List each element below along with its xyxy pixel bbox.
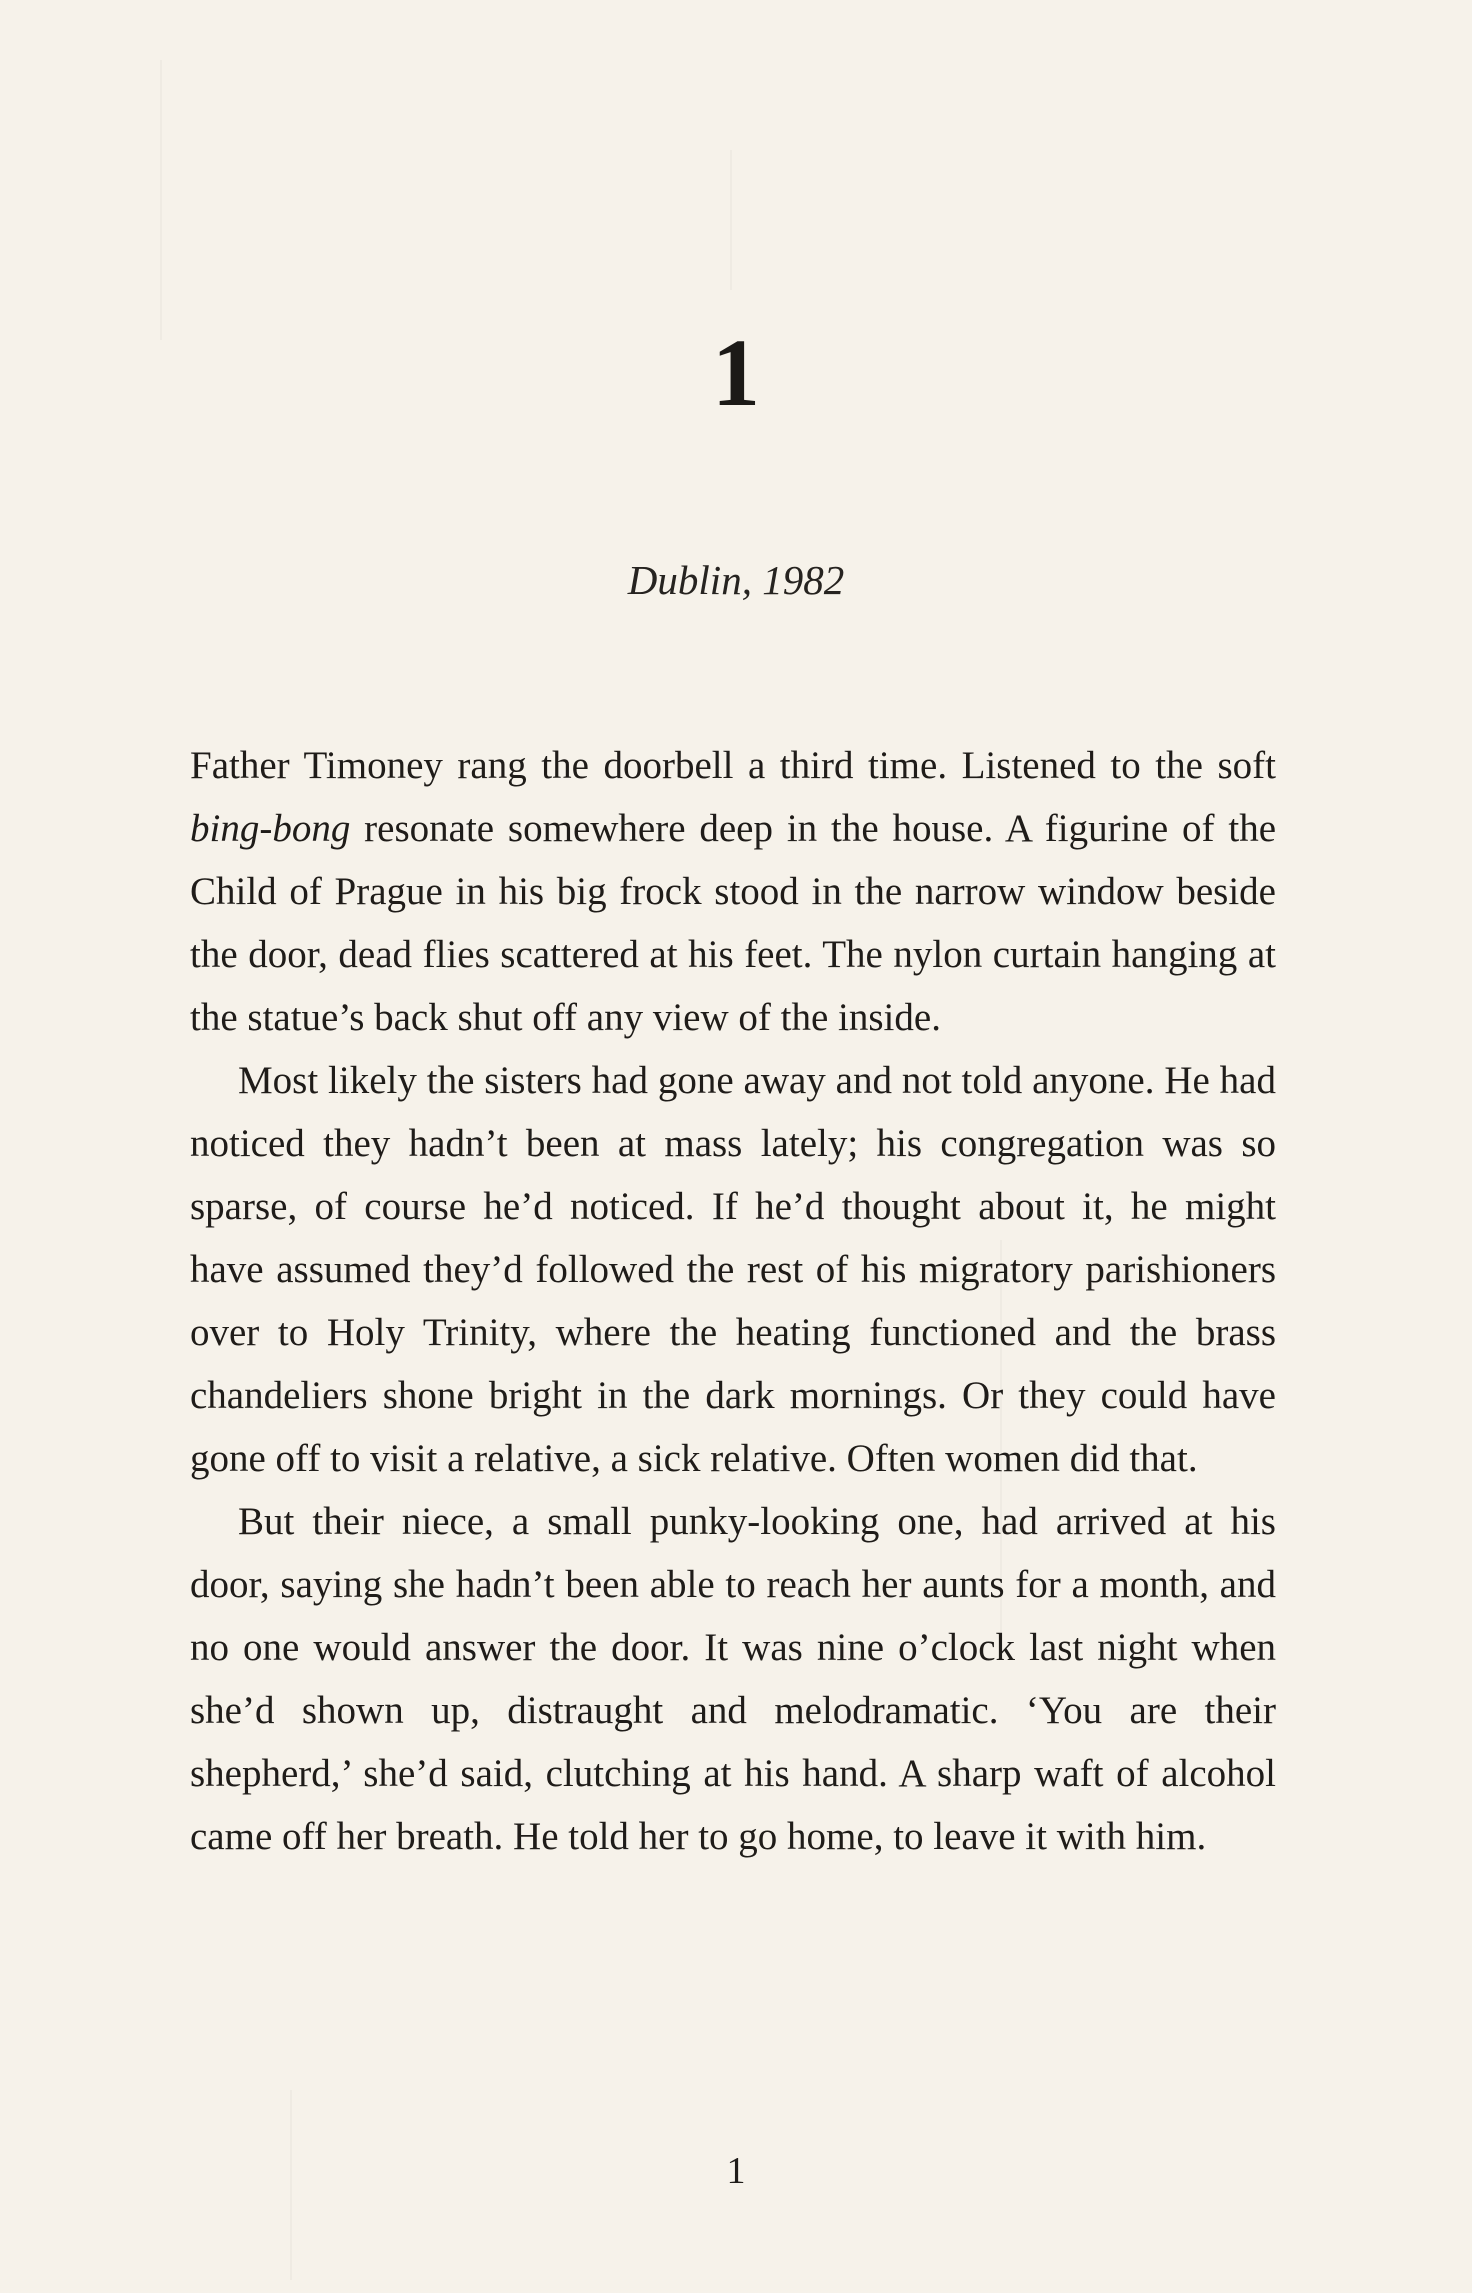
show-through-mark — [730, 150, 732, 290]
chapter-number: 1 — [712, 319, 760, 426]
chapter-body — [190, 734, 1276, 1868]
paragraph-text: resonate somewhere deep in the house. A figurine of the Child of Prague in his big frock stood in the narrow window beside the door, dead flies scattered at his feet. The nylon curtain hanging at the statue’s back shut off any view of the inside. — [190, 807, 1276, 1039]
emphasis-text: bing-bong — [190, 807, 351, 850]
page-number: 1 — [726, 2150, 746, 2192]
paragraph-text: Father Timoney rang the doorbell a third time. Listened to the soft — [190, 744, 1276, 787]
chapter-location-date: Dublin, 1982 — [627, 557, 845, 603]
paragraph: Most likely the sisters had gone away and not told anyone. He had noticed they hadn’t been at mass lately; his congregation was so sparse, of course he’d noticed. If he’d thought about it, he might have assumed they’d followed the rest of his migratory parishioners over to Holy Trinity, where the heating functioned and the brass chandeliers shone bright in the dark mornings. Or they could have gone off to visit a relative, a sick relative. Often women did that. — [190, 1059, 1276, 1480]
paragraph — [190, 734, 1276, 1049]
show-through-mark — [160, 60, 162, 340]
paragraph: But their niece, a small punky-looking one, had arrived at his door, saying she hadn’t been able to reach her aunts for a month, and no one would answer the door. It was nine o’clock last night when she’d shown up, distraught and melodramatic. ‘You are their shepherd,’ she’d said, clutching at his hand. A sharp waft of alcohol came off her breath. He told her to go home, to leave it with him. — [190, 1500, 1276, 1858]
